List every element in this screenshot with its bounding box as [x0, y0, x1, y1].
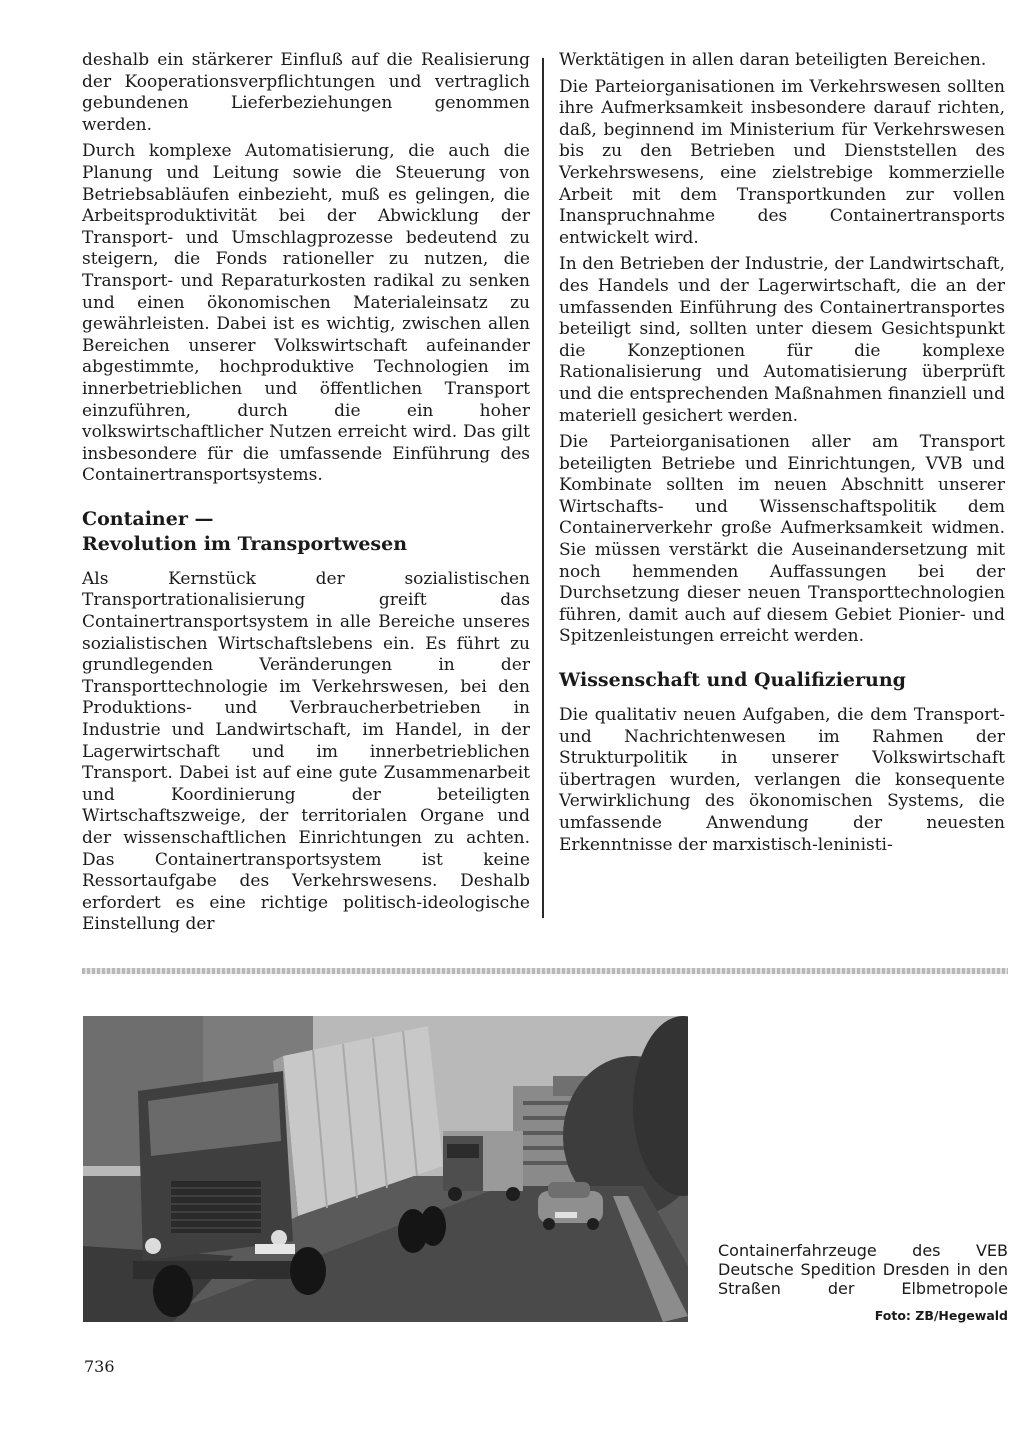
section-heading-line: Revolution im Transportwesen — [82, 532, 408, 555]
left-column — [82, 50, 530, 941]
paragraph: Als Kernstück der sozialistischen Transportrationalisierung greift das Containertransportsystem in alle Bereiche unseres sozialistischen Wirtschaftslebens ein. Es führt zu grundlegenden Veränderungen in der Transporttechnologie im Verkehrswesen, bei den Produktions- und Verbraucherbetrieben in Industrie und Landwirtschaft, im Handel, in der Lagerwirtschaft und im innerbetrieblichen Transport. Dabei ist auf eine gute Zusammenarbeit und Koordinierung der beteiligten Wirtschaftszweige, der territorialen Organe und der wissenschaftlichen Einrichtungen zu achten. Das Containertransportsystem ist keine Ressortaufgabe des Verkehrswesens. Deshalb erfordert es eine richtige politisch-ideologische Einstellung der — [82, 568, 530, 935]
photo-credit: Foto: ZB/Hegewald — [874, 1308, 1008, 1323]
section-heading — [82, 507, 530, 557]
paragraph: Durch komplexe Automatisierung, die auch die Planung und Leitung sowie die Steuerung von Betriebsabläufen einbezieht, muß es gelingen, die Arbeitsproduktivität bei der Abwicklung der Transport- und Umschlagprozesse bedeutend zu steigern, die Fonds rationeller zu nutzen, die Transport- und Reparaturkosten radikal zu senken und einen ökonomischen Materialeinsatz zu gewährleisten. Dabei ist es wichtig, zwischen allen Bereichen unserer Volkswirtschaft aufeinander abgestimmte, hochproduktive Technologien im innerbetrieblichen und öffentlichen Transport einzuführen, durch die ein hoher volkswirtschaftlicher Nutzen erreicht wird. Das gilt insbesondere für die umfassende Einführung des Containertransportsystems. — [82, 141, 530, 486]
page-number: 736 — [84, 1357, 115, 1376]
paragraph: deshalb ein stärkerer Einfluß auf die Realisierung der Kooperationsverpflichtungen und vertraglich gebundenen Lieferbeziehungen genommen werden. — [82, 50, 530, 135]
horizontal-rule — [82, 968, 1008, 974]
section-heading-line: Container — — [82, 507, 214, 530]
column-divider — [542, 58, 544, 918]
paragraph: Werktätigen in allen daran beteiligten Bereichen. — [559, 50, 987, 70]
right-column — [559, 50, 1005, 861]
paragraph: In den Betrieben der Industrie, der Landwirtschaft, des Handels und der Lagerwirtschaft, die an der umfassenden Einführung des Containertransportes beteiligt sind, sollten unter diesem Gesichtspunkt die Konzeptionen für die komplexe Rationalisierung und Automatisierung überprüft und die entsprechenden Maßnahmen finanziell und materiell gesichert werden. — [559, 254, 1005, 426]
photo-illustration — [83, 1016, 688, 1322]
paragraph: Die Parteiorganisationen aller am Transport beteiligten Betriebe und Einrichtungen, VVB und Kombinate sollten im neuen Abschnitt unserer Wirtschafts- und Wissenschaftspolitik dem Containerverkehr große Aufmerksamkeit widmen. Sie müssen verstärkt die Auseinandersetzung mit noch hemmenden Auffassungen bei der Durchsetzung dieser neuen Transporttechnologien führen, damit auch auf diesem Gebiet Pionier- und Spitzenleistungen erreicht werden. — [559, 432, 1005, 647]
paragraph: Die qualitativ neuen Aufgaben, die dem Transport- und Nachrichtenwesen im Rahmen der Strukturpolitik in unserer Volkswirtschaft übertragen wurden, verlangen die konsequente Verwirklichung des ökonomischen Systems, die umfassende Anwendung der neuesten Erkenntnisse der marxistisch-leninisti- — [559, 705, 1005, 855]
photo-container-trucks — [83, 1016, 688, 1322]
paragraph: Die Parteiorganisationen im Verkehrswesen sollten ihre Aufmerksamkeit insbesondere darauf richten, daß, beginnend im Ministerium für Verkehrswesen bis zu den Betrieben und Dienststellen des Verkehrswesens, eine zielstrebige kommerzielle Arbeit mit dem Transportkunden zur vollen Inanspruchnahme des Containertransports entwickelt wird. — [559, 76, 1005, 248]
section-heading: Wissenschaft und Qualifizierung — [559, 669, 906, 692]
photo-caption: Containerfahrzeuge des VEB Deutsche Spedition Dresden in den Straßen der Elbmetropole — [718, 1241, 1008, 1298]
